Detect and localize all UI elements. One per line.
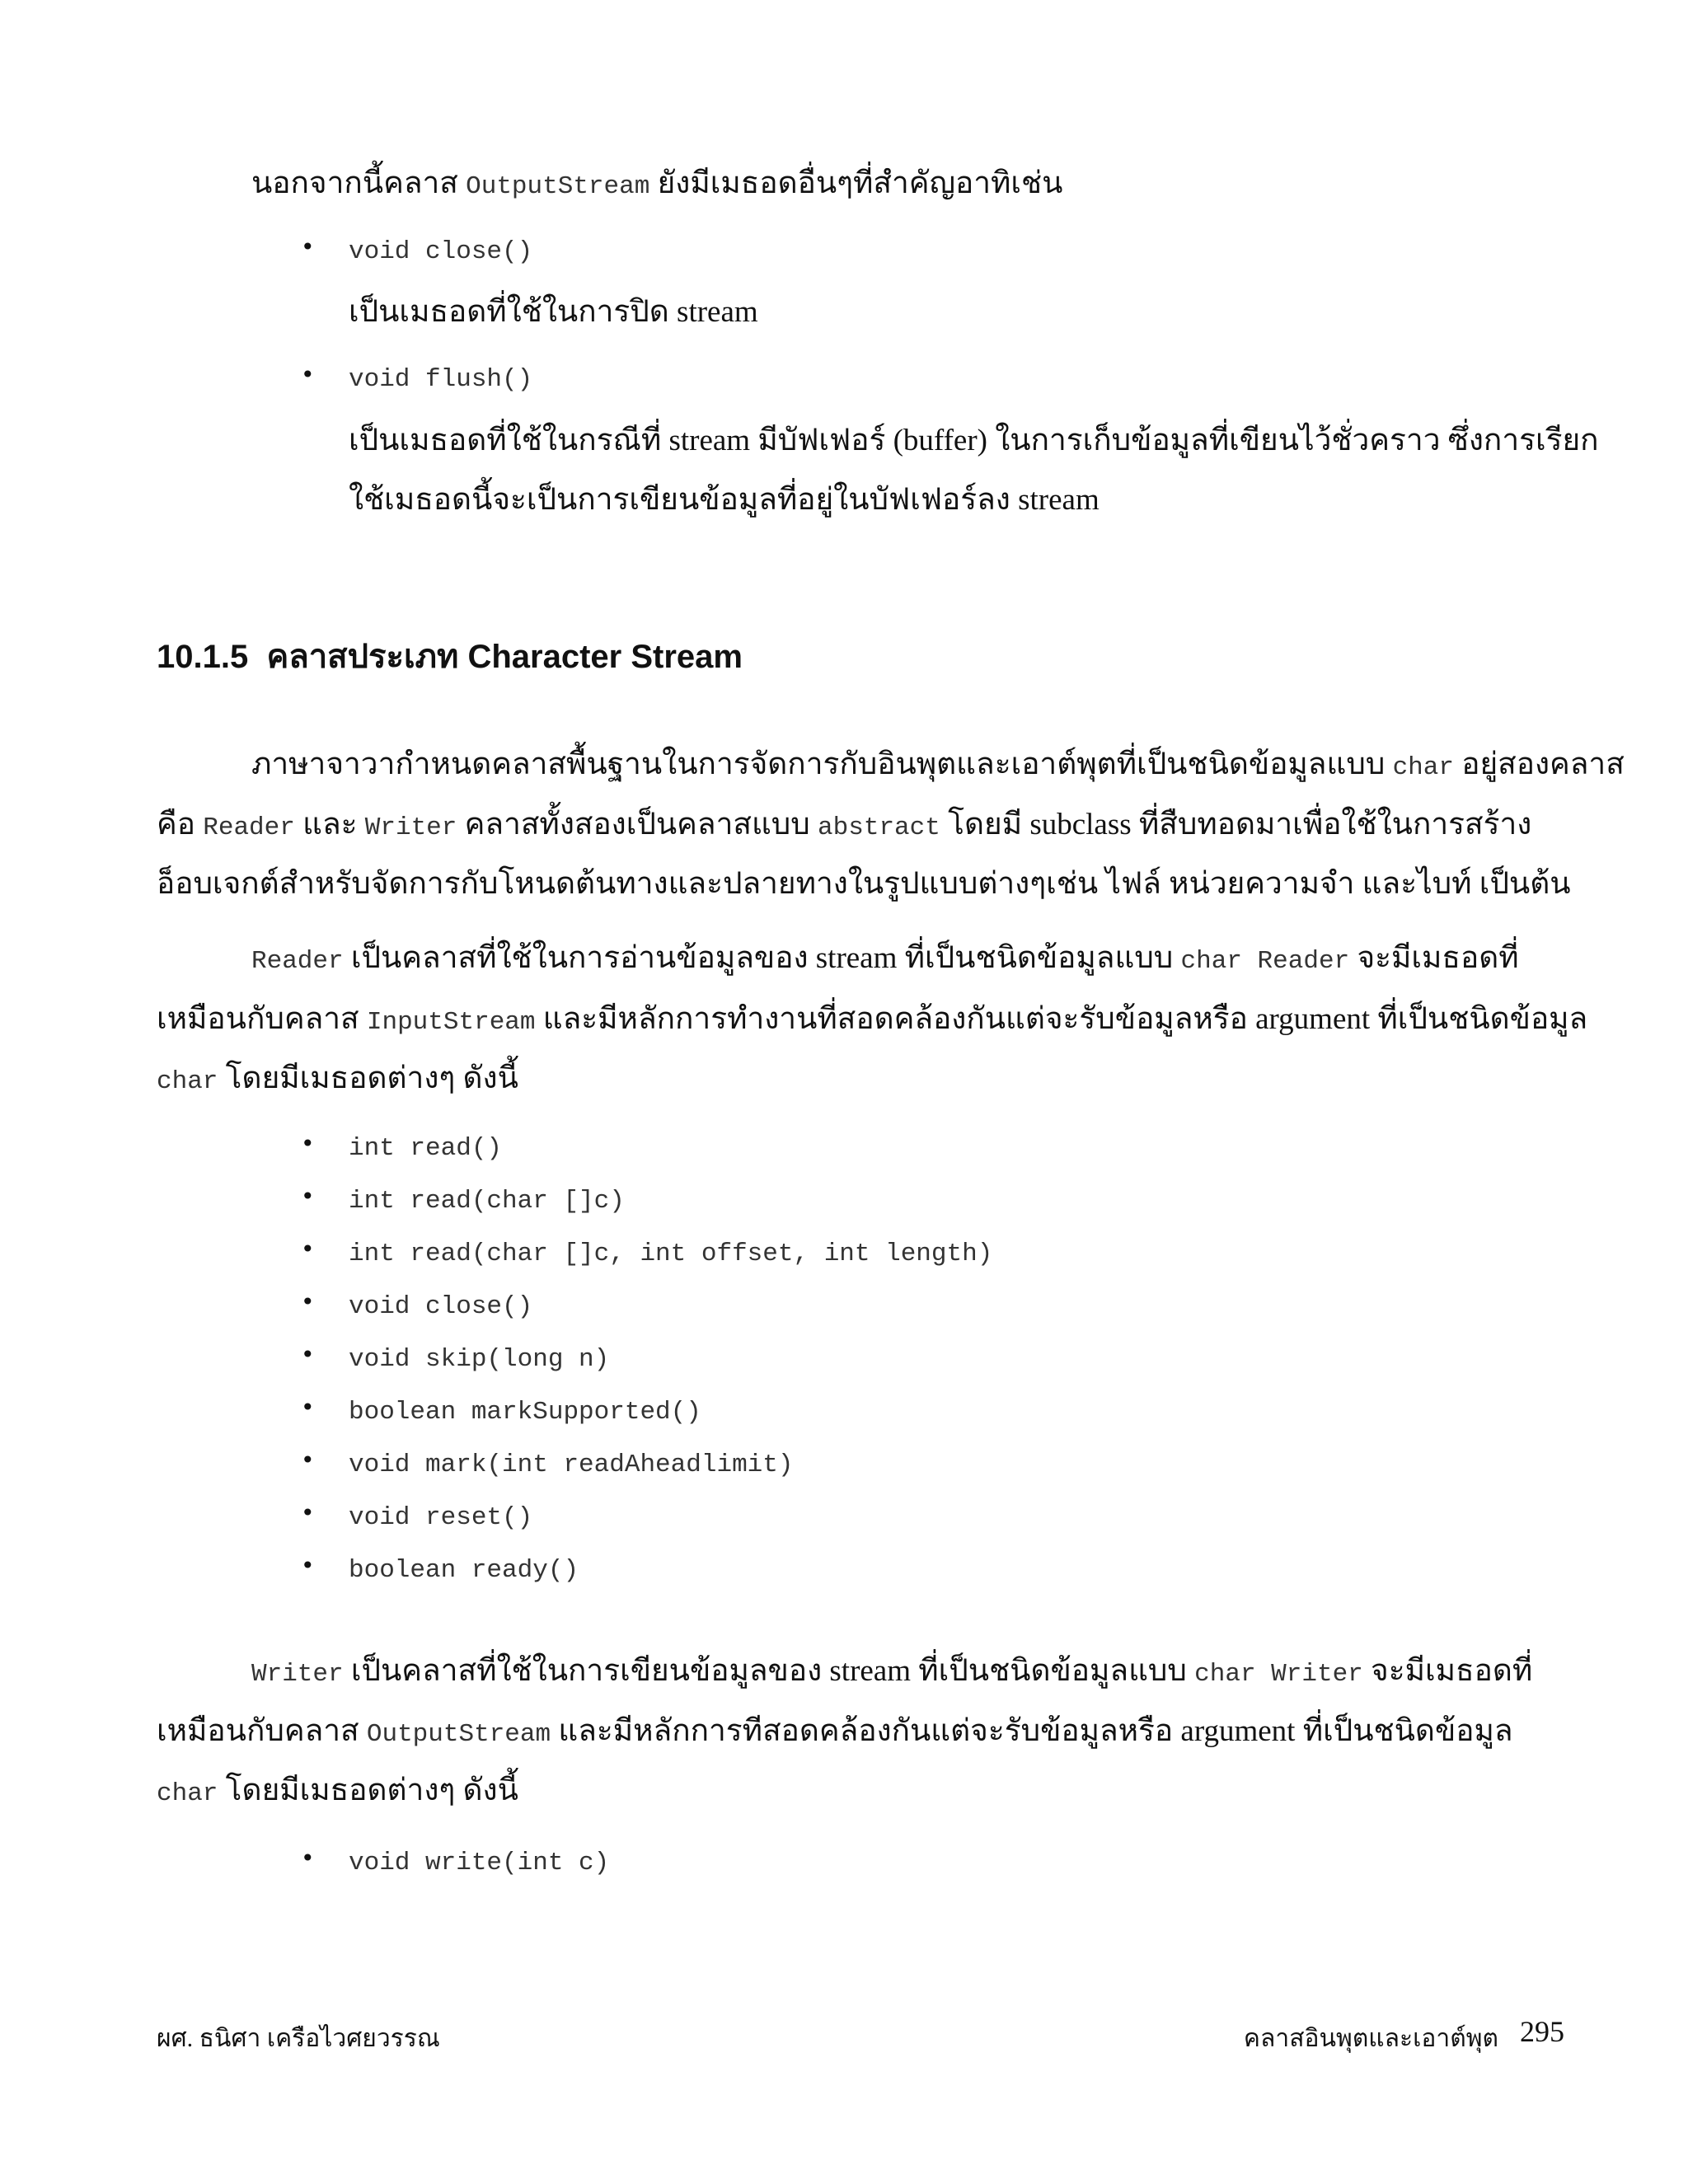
paragraph-line bbox=[157, 1001, 1587, 1039]
bullet-icon: • bbox=[301, 1130, 315, 1157]
bullet-icon: • bbox=[301, 361, 315, 388]
text: เหมือนกับคลาส bbox=[157, 1002, 367, 1036]
list-item bbox=[301, 360, 533, 396]
method-description: เป็นเมธอดที่ใช้ในการปิด stream bbox=[349, 295, 758, 329]
bullet-icon: • bbox=[301, 1235, 315, 1263]
code-abstract: abstract bbox=[818, 813, 940, 842]
text: เหมือนกับคลาส bbox=[157, 1714, 367, 1748]
list-item bbox=[301, 1129, 503, 1165]
text: และ bbox=[294, 808, 365, 841]
text: คือ bbox=[157, 808, 204, 841]
method-signature: int read(char []c) bbox=[349, 1187, 625, 1216]
bullet-icon: • bbox=[301, 1288, 315, 1315]
list-item bbox=[301, 1287, 533, 1324]
text: จะมีเมธอดที่ bbox=[1349, 941, 1519, 975]
bullet-icon: • bbox=[301, 1394, 315, 1421]
method-signature: void close() bbox=[349, 1292, 533, 1321]
method-description: เป็นเมธอดที่ใช้ในกรณีที่ stream มีบัฟเฟอร์ (buffer) ในการเก็บข้อมูลที่เขียนไว้ชั่วคราว ซึ่งการเรียก bbox=[349, 424, 1599, 457]
text: โดยมีเมธอดต่างๆ ดังนี้ bbox=[218, 1774, 518, 1807]
code-reader: Reader bbox=[203, 813, 295, 842]
code-char-writer: char Writer bbox=[1194, 1660, 1363, 1689]
list-item bbox=[301, 1446, 794, 1482]
code-outputstream: OutputStream bbox=[466, 172, 650, 201]
code-char: char bbox=[157, 1067, 218, 1096]
list-item bbox=[301, 1844, 610, 1880]
section-heading bbox=[157, 630, 743, 682]
text: โดยมีเมธอดต่างๆ ดังนี้ bbox=[218, 1062, 518, 1095]
intro-line bbox=[251, 165, 1062, 204]
paragraph-line bbox=[157, 806, 1531, 845]
section-number: 10.1.5 bbox=[157, 639, 249, 675]
code-char-reader: char Reader bbox=[1180, 947, 1350, 976]
code-inputstream: InputStream bbox=[366, 1008, 536, 1037]
text: และมีหลักการทำงานที่สอดคล้องกันแต่จะรับข้อมูลหรือ argument ที่เป็นชนิดข้อมูล bbox=[535, 1002, 1588, 1036]
paragraph-line bbox=[157, 1772, 518, 1811]
code-char: char bbox=[1392, 753, 1454, 782]
list-item bbox=[301, 1235, 993, 1271]
method-signature: int read(char []c, int offset, int length) bbox=[349, 1240, 993, 1268]
list-item bbox=[301, 1182, 625, 1218]
text: เป็นคลาสที่ใช้ในการเขียนข้อมูลของ stream ที่เป็นชนิดข้อมูลแบบ bbox=[343, 1654, 1195, 1688]
footer-author: ผศ. ธนิศา เครือไวศยวรรณ bbox=[157, 2025, 440, 2052]
bullet-icon: • bbox=[301, 1499, 315, 1526]
bullet-icon: • bbox=[301, 1446, 315, 1474]
list-item bbox=[301, 1551, 579, 1587]
method-signature: void skip(long n) bbox=[349, 1345, 610, 1374]
method-signature: void reset() bbox=[349, 1503, 533, 1532]
method-signature: void mark(int readAheadlimit) bbox=[349, 1451, 794, 1479]
text: เป็นคลาสที่ใช้ในการอ่านข้อมูลของ stream ที่เป็นชนิดข้อมูลแบบ bbox=[343, 941, 1181, 975]
list-item bbox=[301, 1340, 610, 1376]
bullet-icon: • bbox=[301, 233, 315, 260]
intro-text: นอกจากนี้คลาส bbox=[251, 166, 467, 200]
method-signature: int read() bbox=[349, 1134, 503, 1163]
paragraph-line bbox=[157, 1060, 518, 1099]
list-item bbox=[301, 1498, 533, 1535]
method-signature: boolean markSupported() bbox=[349, 1398, 701, 1427]
list-item bbox=[301, 1393, 701, 1429]
bullet-icon: • bbox=[301, 1552, 315, 1579]
text: คลาสทั้งสองเป็นคลาสแบบ bbox=[457, 808, 818, 841]
code-writer: Writer bbox=[251, 1660, 344, 1689]
method-signature: boolean ready() bbox=[349, 1556, 579, 1585]
method-signature: void flush() bbox=[349, 365, 533, 394]
paragraph-line bbox=[157, 1713, 1513, 1751]
text: โดยมี subclass ที่สืบทอดมาเพื่อใช้ในการสร้าง bbox=[940, 808, 1532, 841]
method-signature: void close() bbox=[349, 237, 533, 266]
text: ภาษาจาวากำหนดคลาสพื้นฐานในการจัดการกับอินพุตและเอาต์พุตที่เป็นชนิดข้อมูลแบบ bbox=[251, 748, 1393, 781]
method-signature: void write(int c) bbox=[349, 1849, 610, 1877]
code-char: char bbox=[157, 1779, 218, 1808]
section-title: คลาสประเภท Character Stream bbox=[266, 639, 743, 675]
text: และมีหลักการทีสอดคล้องกันแต่จะรับข้อมูลหรือ argument ที่เป็นชนิดข้อมูล bbox=[551, 1714, 1513, 1748]
text: จะมีเมธอดที่ bbox=[1362, 1654, 1533, 1688]
intro-text-tail: ยังมีเมธอดอื่นๆที่สำคัญอาทิเช่น bbox=[649, 166, 1063, 200]
paragraph-line bbox=[251, 940, 1519, 978]
code-writer: Writer bbox=[364, 813, 457, 842]
text: อยู่สองคลาส bbox=[1453, 748, 1625, 781]
footer-chapter: คลาสอินพุตและเอาต์พุต bbox=[1243, 2025, 1498, 2052]
page-number: 295 bbox=[1520, 2015, 1564, 2048]
method-description: ใช้เมธอดนี้จะเป็นการเขียนข้อมูลที่อยู่ในบัฟเฟอร์ลง stream bbox=[349, 483, 1100, 517]
code-reader: Reader bbox=[251, 947, 344, 976]
paragraph-line: อ็อบเจกต์สำหรับจัดการกับโหนดต้นทางและปลายทางในรูปแบบต่างๆเช่น ไฟล์ หน่วยความจำ และไบท์ เป็นต้น bbox=[157, 867, 1571, 901]
paragraph-line bbox=[251, 1652, 1532, 1691]
paragraph-line bbox=[251, 746, 1625, 785]
bullet-icon: • bbox=[301, 1183, 315, 1210]
bullet-icon: • bbox=[301, 1844, 315, 1872]
code-outputstream: OutputStream bbox=[366, 1720, 551, 1749]
bullet-icon: • bbox=[301, 1341, 315, 1368]
list-item bbox=[301, 232, 533, 269]
